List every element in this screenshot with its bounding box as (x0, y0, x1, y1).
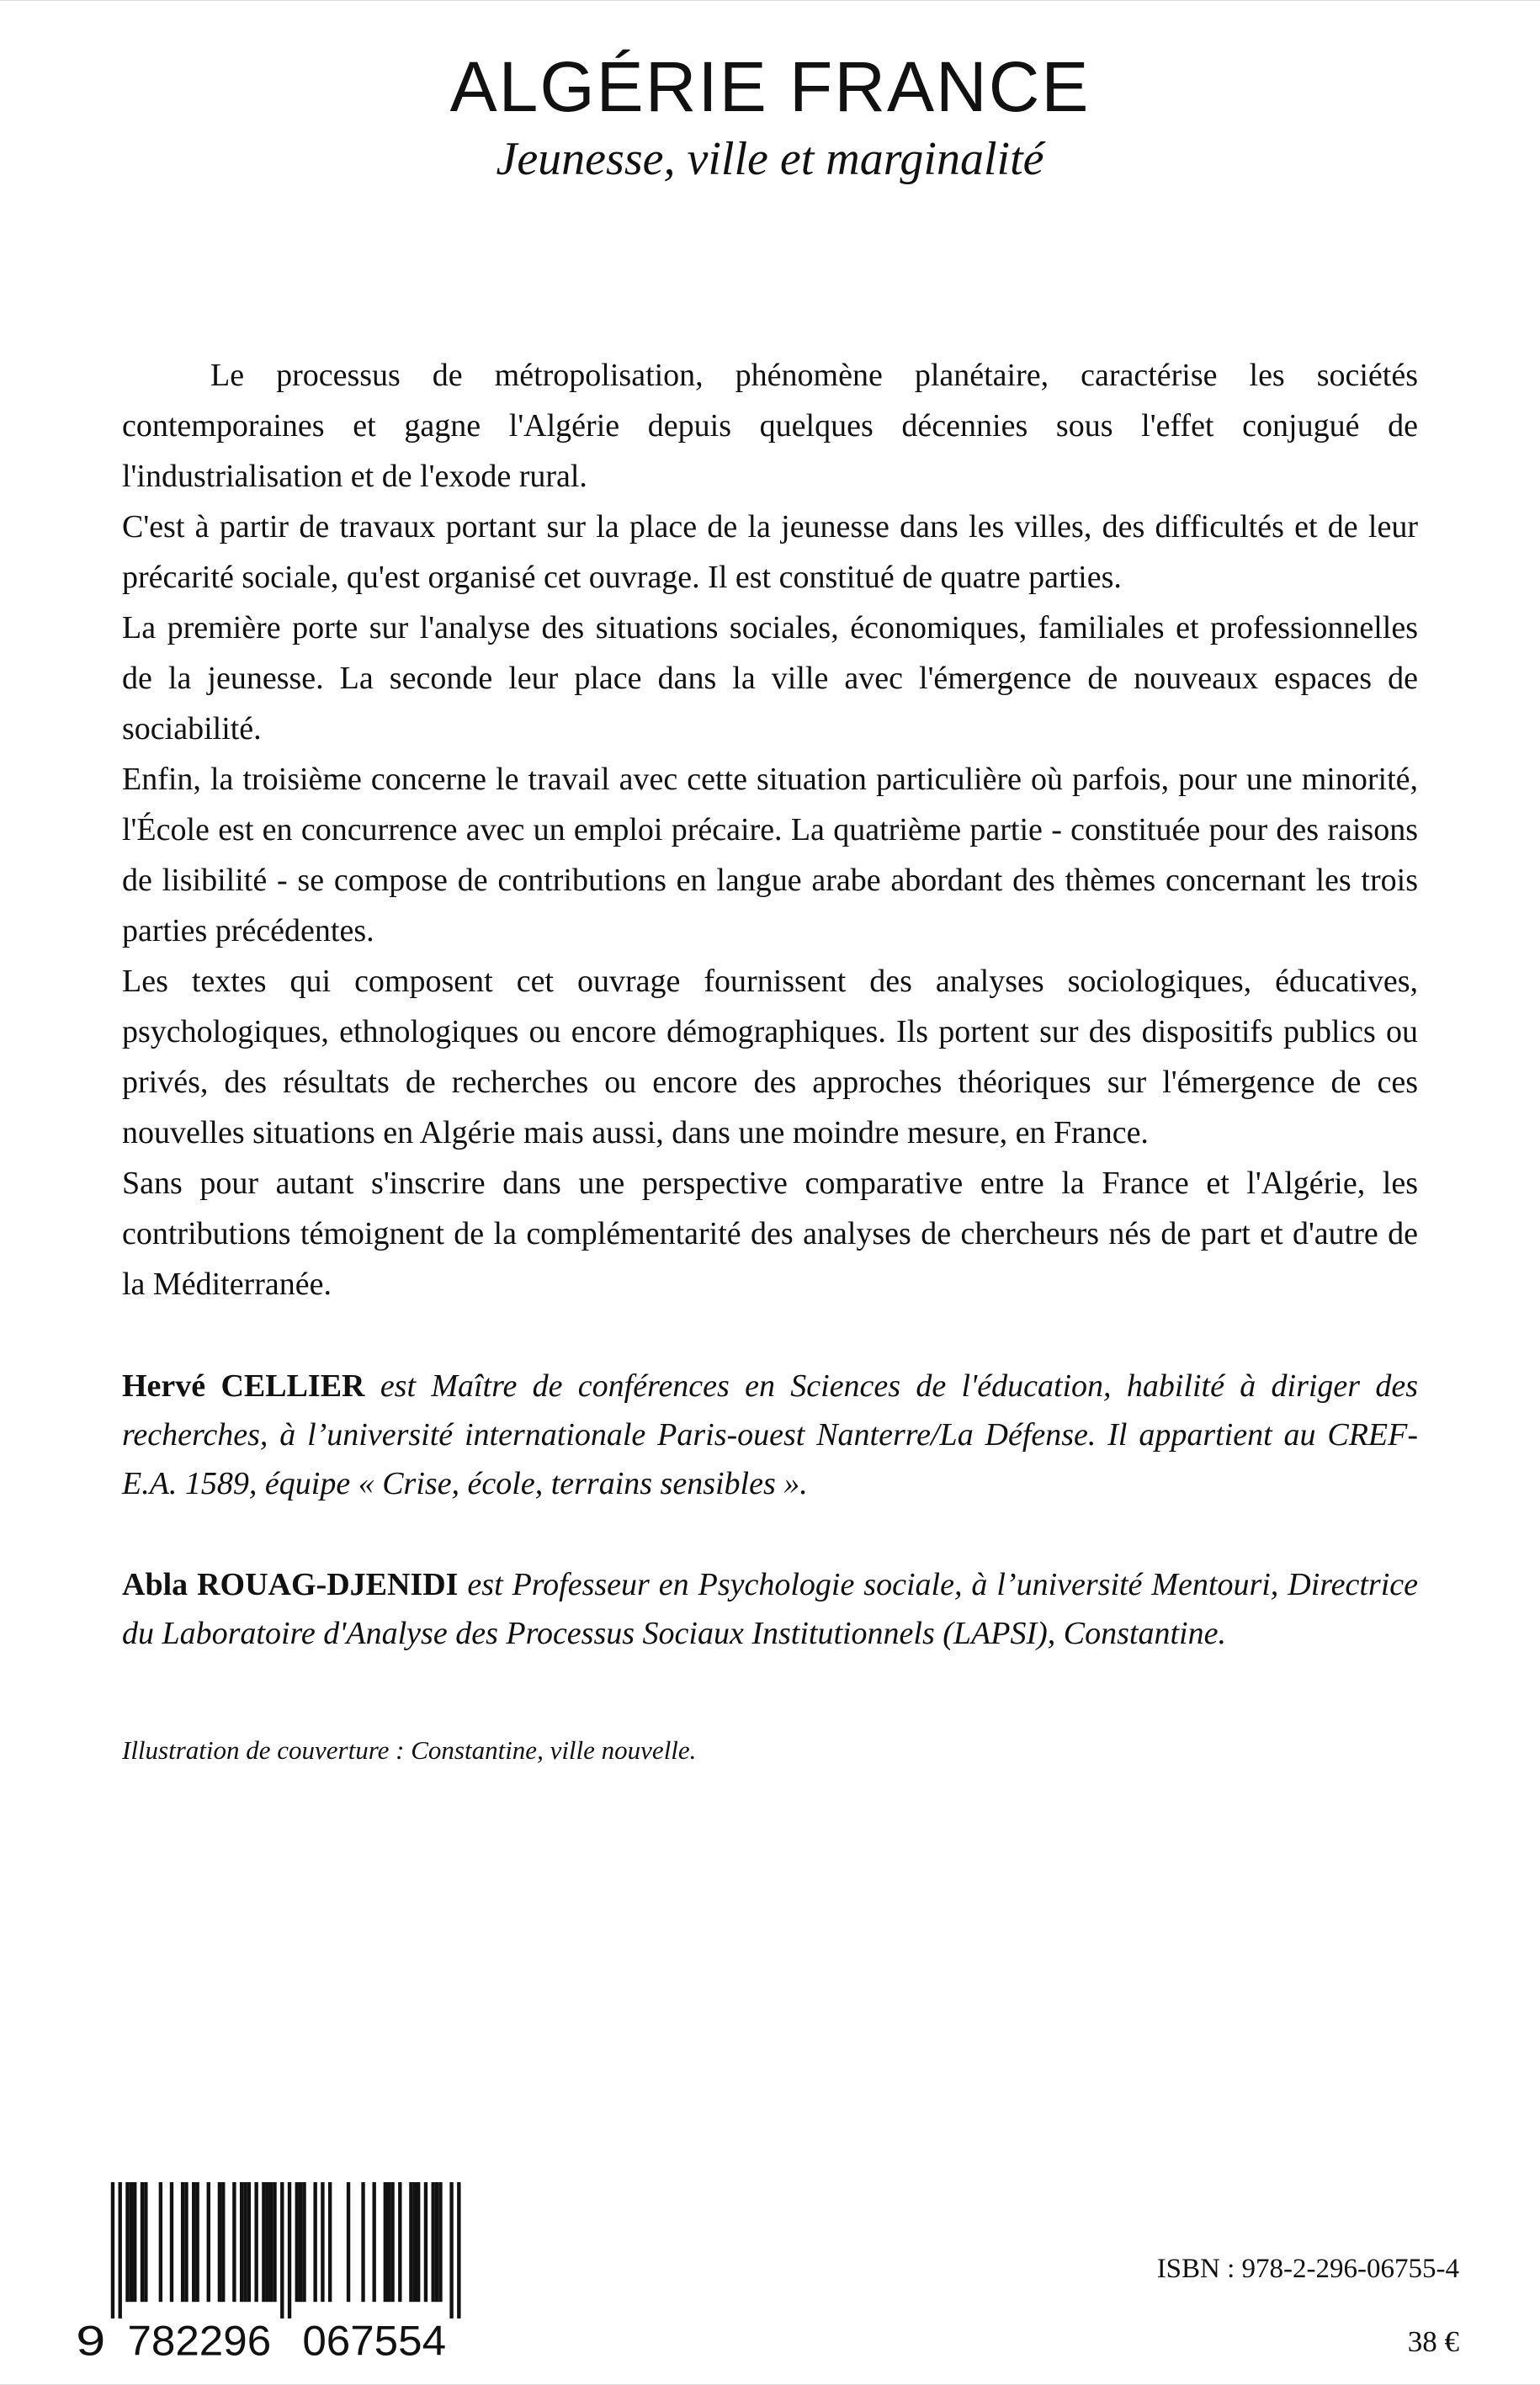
author-bio-text: est Professeur en Psychologie sociale, à l’université Mentouri, Directrice du Laboratoire d'Analyse des Processus Sociaux Institutionnels (LAPSI), Constantine. (122, 1567, 1419, 1652)
barcode (74, 2182, 465, 2362)
author-name: Hervé CELLIER (122, 1368, 365, 1405)
back-cover-blurb (122, 350, 1418, 1309)
barcode-digits: 782296 (127, 2316, 272, 2362)
blurb-paragraph: Sans pour autant s'inscrire dans une perspective comparative entre la France et l'Algérie, les contributions témoignent de la complémentarité des analyses de chercheurs nés de part et d'autre de la Méditerranée. (122, 1166, 1418, 1303)
barcode-digits: 9 (76, 2316, 106, 2362)
author-bio (122, 1362, 1418, 1508)
blurb-paragraph: Le processus de métropolisation, phénomène planétaire, caractérise les sociétés contemporaines et gagne l'Algérie depuis quelques décennies sous l'effet conjugué de l'industrialisation et de l'exode rural. (122, 358, 1418, 495)
blurb-paragraph: Les textes qui composent cet ouvrage fournissent des analyses sociologiques, éducatives, psychologiques, ethnologiques ou encore démographiques. Ils portent sur des dispositifs publics ou privés, des résultats de recherches ou encore des approches théoriques sur l'émergence de ces nouvelles situations en Algérie mais aussi, dans une moindre mesure, en France. (122, 964, 1418, 1151)
barcode-svg (74, 2182, 465, 2362)
author-bio (122, 1560, 1418, 1658)
blurb-paragraph: Enfin, la troisième concerne le travail avec cette situation particulière où parfois, pour une minorité, l'École est en concurrence avec un emploi précaire. La quatrième partie - constituée pour des raisons de lisibilité - se compose de contributions en langue arabe abordant des thèmes concernant les trois parties précédentes. (122, 762, 1418, 949)
author-name: Abla ROUAG-DJENIDI (122, 1567, 459, 1603)
illustration-credit: Illustration de couverture : Constantine, ville nouvelle. (122, 1735, 697, 1766)
blurb-paragraph: La première porte sur l'analyse des situations sociales, économiques, familiales et professionnelles de la jeunesse. La seconde leur place dans la ville avec l'émergence de nouveaux espaces de sociabilité. (122, 610, 1418, 747)
book-subtitle: Jeunesse, ville et marginalité (496, 133, 1044, 186)
book-title: ALGÉRIE FRANCE (449, 47, 1091, 126)
cover-content (0, 1, 1540, 1766)
author-bio-text: est Maître de conférences en Sciences de l'éducation, habilité à diriger des recherches, à l’université internationale Paris-ouest Nanterre/La Défense. Il appartient au CREF- E.A. 1589, équipe « Crise, école, terrains sensibles ». (122, 1368, 1419, 1502)
price-text: 38 € (1407, 2325, 1459, 2358)
blurb-paragraph: C'est à partir de travaux portant sur la place de la jeunesse dans les villes, des difficultés et de leur précarité sociale, qu'est organisé cet ouvrage. Il est constitué de quatre parties. (122, 509, 1418, 596)
barcode-digits: 067554 (302, 2316, 447, 2362)
isbn-text: ISBN : 978-2-296-06755-4 (1156, 2254, 1459, 2284)
